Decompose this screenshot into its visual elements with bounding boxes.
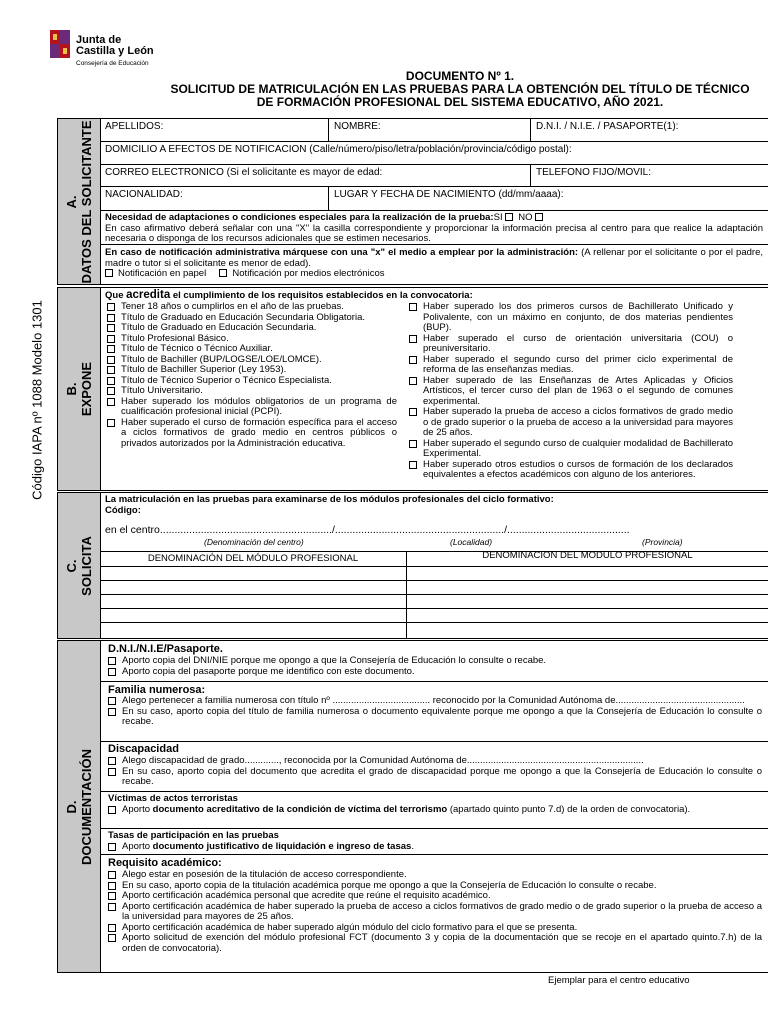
list-item [108, 891, 762, 902]
list-item-text: Haber superado de las Enseñanzas de Artes Aplicadas y Oficios Artísticos, el tercer curso del plan de 1963 o el segundo de comunes experimental. [423, 374, 733, 407]
familia-title: Familia numerosa: [108, 684, 206, 696]
domicilio-field[interactable]: DOMICILIO A EFECTOS DE NOTIFICACION (Calle/número/piso/letra/población/provincia/código postal): [105, 144, 572, 155]
checkbox[interactable] [409, 440, 417, 448]
checkbox[interactable] [107, 324, 115, 332]
checkbox[interactable] [107, 345, 115, 353]
localidad-label: (Localidad) [450, 537, 493, 547]
list-item-text: Título de Bachiller (BUP/LOGSE/LOE/LOMCE). [121, 353, 322, 365]
notificacion-text: (A rellenar por el solicitante o por el padre, madre o tutor si el solicitante es menor de edad). [105, 247, 763, 269]
adaptaciones-block [105, 213, 763, 245]
side-code [24, 280, 50, 520]
adapt-no-label: NO [518, 212, 533, 223]
section-a-title: DATOS DEL SOLICITANTE [79, 120, 94, 283]
provincia-label: (Provincia) [642, 537, 683, 547]
logo-line3: Consejería de Educación [76, 60, 149, 67]
checkbox[interactable] [107, 387, 115, 395]
list-item [108, 902, 762, 923]
discapacidad-list [108, 756, 762, 788]
title-line2: SOLICITUD DE MATRICULACIÓN EN LAS PRUEBAS PARA LA OBTENCIÓN DEL TÍTULO DE TÉCNICO [170, 82, 750, 96]
tasas-title: Tasas de participación en las pruebas [108, 830, 279, 841]
familia-list [108, 696, 762, 728]
checkbox[interactable] [108, 708, 116, 716]
list-item [409, 376, 733, 408]
checkbox[interactable] [108, 697, 116, 705]
list-item-text: Haber superado el segundo curso de cualquier modalidad de Bachillerato Experimental. [423, 437, 733, 459]
list-item-text: Título de Bachiller Superior (Ley 1953). [121, 364, 287, 375]
section-d [57, 640, 768, 973]
list-item-text: En su caso, aporto copia de la titulación académica porque me opongo a que la Consejería de Educación lo consulte o recabe. [122, 879, 657, 891]
notificacion-block [105, 248, 763, 280]
checkbox[interactable] [107, 419, 115, 427]
coat-of-arms-icon [50, 30, 70, 60]
list-item [108, 707, 762, 728]
list-item-text: Título Universitario. [121, 385, 203, 396]
title-line1: DOCUMENTO Nº 1. [405, 69, 515, 83]
intro-que: Que [105, 290, 124, 301]
dni-title: D.N.I./N.I.E/Pasaporte. [108, 643, 223, 655]
modulo-col1-header: DENOMINACIÓN DEL MÓDULO PROFESIONAL [147, 553, 359, 564]
checkbox[interactable] [108, 924, 116, 932]
centro-line[interactable]: en el centro.........................................................../........................................................../.......................................... [105, 524, 630, 536]
checkbox[interactable] [409, 303, 417, 311]
list-item [107, 365, 397, 376]
tasas-post: . [411, 841, 414, 852]
requisito-title: Requisito académico: [108, 857, 222, 869]
list-item-text: Título de Graduado en Educación Secundaria. [121, 322, 317, 333]
list-item-text: Haber superado la prueba de acceso a ciclos formativos de grado medio o de grado superior o la prueba de acceso a la universidad para mayores de 25 años. [423, 406, 733, 438]
notificacion-question: En caso de notificación administrativa márquese con una "x" el medio a emplear por la administración: [105, 247, 579, 258]
list-item-text: Título de Técnico o Técnico Auxiliar. [121, 343, 273, 354]
section-d-label [58, 641, 101, 972]
list-item [409, 355, 733, 376]
requisito-list [108, 870, 762, 954]
list-item-text: Haber superado los dos primeros cursos de Bachillerato Unificado y Polivalente, con un máximo en conjunto, de dos materias pendientes (BUP). [423, 301, 733, 333]
expone-intro [105, 290, 473, 302]
adapt-si-label: SI [493, 212, 503, 223]
section-b [57, 287, 768, 491]
list-item-text: Aporto copia del DNI/NIE porque me opongo a que la Consejería de Educación lo consulte o recabe. [122, 655, 547, 666]
section-a-letter: A. [64, 195, 79, 208]
apellidos-field[interactable]: APELLIDOS: [105, 121, 164, 132]
list-item [107, 344, 397, 355]
checkbox[interactable] [107, 398, 115, 406]
footer-note: Ejemplar para el centro educativo [548, 975, 690, 986]
section-c-label [58, 493, 101, 638]
list-item [108, 756, 762, 767]
tasas-pre: Aporto [122, 841, 150, 852]
logo-line1: Junta de [76, 34, 122, 46]
nacionalidad-field[interactable]: NACIONALIDAD: [105, 189, 183, 200]
list-item [108, 696, 762, 707]
list-item-text: Aporto certificación académica personal que acredite que reúne el requisito académico. [122, 890, 491, 901]
den-centro-label: (Denominación del centro) [204, 537, 304, 547]
list-item [108, 667, 762, 678]
section-c-title: SOLICITA [79, 535, 94, 596]
checkbox[interactable] [107, 377, 115, 385]
adaptaciones-text: En caso afirmativo deberá señalar con una "X" la casilla correspondiente y proporcionar la información precisa al centro para que realice la adaptación necesaria o disponga de los recursos adicionales que se estimen necesarios. [105, 222, 763, 244]
list-item [409, 460, 733, 481]
notif-papel-label: Notificación en papel [118, 268, 207, 279]
checkbox[interactable] [108, 657, 116, 665]
tasas-item [108, 842, 762, 853]
checkbox[interactable] [107, 356, 115, 364]
section-c-letter: C. [64, 559, 79, 573]
tasas-bold: documento justificativo de liquidación e ingreso de tasas [152, 841, 412, 852]
checkbox[interactable] [409, 408, 417, 416]
adapt-si-checkbox[interactable] [505, 213, 513, 221]
list-item [409, 407, 733, 439]
adapt-no-checkbox[interactable] [535, 213, 543, 221]
section-b-label [58, 288, 101, 490]
dni-field[interactable]: D.N.I. / N.I.E. / PASAPORTE(1): [536, 121, 679, 132]
list-item [107, 302, 397, 313]
list-item-text: Aporto solicitud de exención del módulo profesional FCT (documento 3 y copia de la documentación que se recoje en el apartado quinto.7.h) de la orden de convocatoria). [122, 932, 762, 954]
victimas-bold: documento acreditativo de la condición de víctima del terrorismo [152, 804, 448, 815]
expone-right-list [409, 302, 733, 481]
list-item-text: Haber superado el segundo curso del primer ciclo experimental de reforma de las enseñanzas medias. [423, 353, 733, 375]
checkbox[interactable] [409, 377, 417, 385]
checkbox[interactable] [409, 335, 417, 343]
telefono-field[interactable]: TELEFONO FIJO/MOVIL: [536, 167, 652, 178]
dni-list [108, 656, 762, 677]
checkbox[interactable] [108, 934, 116, 942]
list-item-text: Haber superado el curso de orientación universitaria (COU) o preuniversitario. [423, 332, 733, 354]
section-a-label [58, 119, 101, 284]
checkbox[interactable] [108, 768, 116, 776]
list-item-text: Aporto certificación académica de haber superado algún módulo del ciclo formativo para el que se presenta. [122, 921, 578, 933]
codigo-label[interactable]: Código: [105, 505, 141, 516]
victimas-post: (apartado quinto punto 7.d) de la orden de convocatoria). [449, 804, 691, 815]
section-d-letter: D. [64, 800, 79, 813]
section-b-title: EXPONE [79, 361, 94, 417]
notif-electronica-label: Notificación por medios electrónicos [232, 268, 385, 279]
list-item-text: Título de Graduado en Educación Secundaria Obligatoria. [121, 311, 365, 323]
modulo-col2-header: DENOMINACION DEL MODULO PROFESIONAL [482, 550, 693, 561]
modulos-table [100, 551, 768, 638]
list-item-text: Título Profesional Básico. [121, 332, 229, 344]
list-item [107, 386, 397, 397]
list-item-text: Alego estar en posesión de la titulación de acceso correspondiente. [122, 869, 407, 880]
list-item-text: Haber superado otros estudios o cursos de formación de los declarados equivalentes a efectos académicos con alguno de los anteriores. [423, 458, 733, 480]
list-item-text: Haber superado el curso de formación específica para el acceso a ciclos formativos de grado medio en centros públicos o privados autorizados por la Administración educativa. [121, 416, 397, 449]
section-a [57, 118, 768, 285]
document-title [150, 70, 768, 109]
checkbox[interactable] [108, 903, 116, 911]
checkbox[interactable] [108, 892, 116, 900]
nombre-field[interactable]: NOMBRE: [334, 121, 381, 132]
victimas-item [108, 805, 762, 816]
notif-papel-checkbox[interactable] [105, 269, 113, 277]
intro-acredita: acredita [126, 289, 171, 301]
notif-electronica-checkbox[interactable] [219, 269, 227, 277]
tasas-checkbox[interactable] [108, 843, 116, 851]
list-item [108, 656, 762, 667]
section-c [57, 492, 768, 639]
list-item [409, 302, 733, 334]
checkbox[interactable] [108, 871, 116, 879]
correo-field[interactable]: CORREO ELECTRONICO (Si el solicitante es mayor de edad: [105, 167, 383, 178]
list-item [409, 439, 733, 460]
checkbox[interactable] [108, 757, 116, 765]
list-item-text: Alego discapacidad de grado............., reconocida por la Comunidad Autónoma de................................................................... [122, 755, 644, 766]
checkbox[interactable] [107, 303, 115, 311]
list-item [107, 418, 397, 450]
list-item-text: Alego pertenecer a familia numerosa con título nº ..................................... reconocido por la Comunidad Autónoma de................................................. [122, 695, 745, 706]
junta-logo [50, 30, 180, 70]
section-d-title: DOCUMENTACIÓN [79, 748, 94, 865]
list-item-text: Título de Técnico Superior o Técnico Especialista. [121, 374, 332, 386]
expone-left-list [107, 302, 397, 449]
list-item-text: Tener 18 años o cumplirlos en el año de las pruebas. [121, 301, 344, 312]
list-item [108, 767, 762, 788]
adaptaciones-question: Necesidad de adaptaciones o condiciones especiales para la realización de la prueba: [105, 212, 494, 223]
checkbox[interactable] [108, 668, 116, 676]
checkbox[interactable] [107, 314, 115, 322]
list-item [107, 397, 397, 418]
list-item [108, 870, 762, 881]
list-item-text: Haber superado los módulos obligatorios de un programa de cualificación profesional inicial (PCPI). [121, 395, 397, 417]
victimas-checkbox[interactable] [108, 806, 116, 814]
list-item [108, 933, 762, 954]
list-item-text: En su caso, aporto copia del documento que acredita el grado de discapacidad porque me opongo a que la Consejería de Educación lo consulte o recabe. [122, 765, 762, 787]
checkbox[interactable] [107, 366, 115, 374]
intro-rest: el cumplimiento de los requisitos establecidos en la convocatoria: [172, 290, 473, 301]
logo-line2: Castilla y León [76, 45, 154, 57]
checkbox[interactable] [107, 335, 115, 343]
checkbox[interactable] [409, 356, 417, 364]
lugar-fecha-field[interactable]: LUGAR Y FECHA DE NACIMIENTO (dd/mm/aaaa): [334, 189, 564, 200]
list-item-text: En su caso, aporto copia del título de familia numerosa o documento equivalente porque me opongo a que la Consejería de Educación lo consulte o recabe. [122, 705, 762, 727]
victimas-pre: Aporto [122, 804, 150, 815]
checkbox[interactable] [409, 461, 417, 469]
discapacidad-title: Discapacidad [108, 743, 179, 755]
list-item-text: Aporto copia del pasaporte porque me identifico con este documento. [122, 665, 415, 677]
side-code-text: Código IAPA nº 1088 Modelo 1301 [29, 300, 45, 500]
checkbox[interactable] [108, 882, 116, 890]
list-item [107, 323, 397, 334]
title-line3: DE FORMACIÓN PROFESIONAL DEL SISTEMA EDUCATIVO, AÑO 2021. [256, 95, 664, 109]
solicita-intro: La matriculación en las pruebas para examinarse de los módulos profesionales del ciclo formativo: [105, 494, 554, 505]
list-item [409, 334, 733, 355]
list-item-text: Aporto certificación académica de haber superado la prueba de acceso a ciclos formativos de grado medio o de grado superior o la prueba de acceso a la universidad para mayores de 25 años. [122, 900, 762, 922]
section-b-letter: B. [64, 382, 79, 396]
victimas-title: Víctimas de actos terroristas [108, 793, 238, 804]
